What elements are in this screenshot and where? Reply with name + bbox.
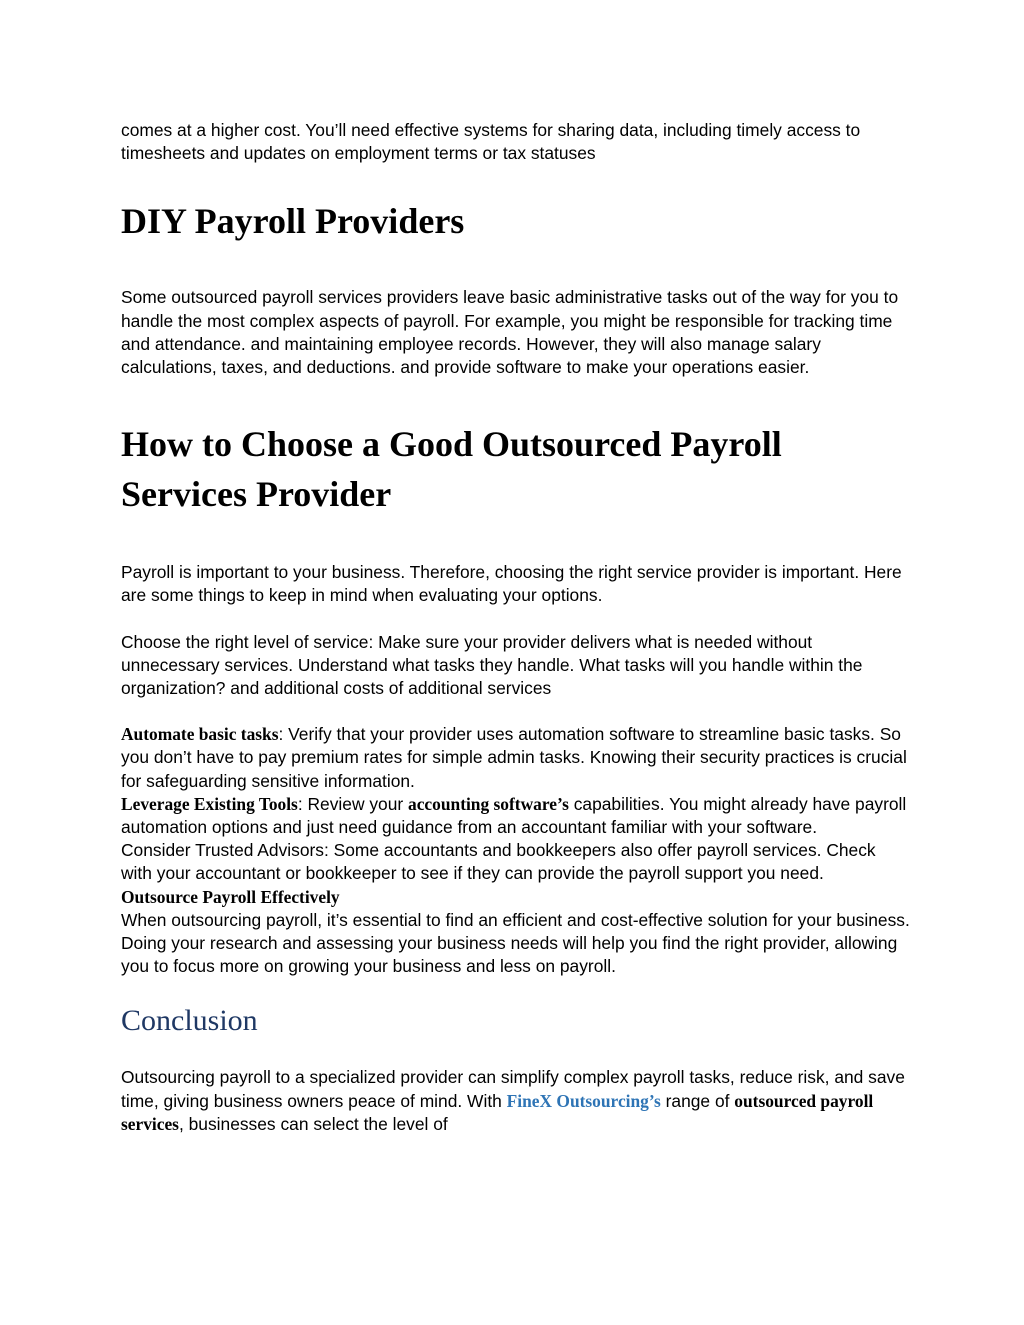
automate-text: : Verify that your provider uses automation software to streamline basic tasks. So you don’t have to pay premium rates for simple admin tasks. Knowing their security practices is crucial for safeguarding sensitive information.	[121, 724, 907, 791]
leverage-text-before: : Review your	[297, 793, 409, 814]
outsourced-payroll-services-bold: outsourced payroll services	[121, 1090, 874, 1134]
choose-intro-paragraph: Payroll is important to your business. Therefore, choosing the right service provider is important. Here are some things to keep in mind when evaluating your options.	[121, 562, 902, 606]
conclusion-text-before: Outsourcing payroll to a specialized provider can simplify complex payroll tasks, reduce risk, and save time, giving business owners peace of mind. With	[121, 1067, 905, 1111]
diy-paragraph: Some outsourced payroll services providers leave basic administrative tasks out of the way for you to handle the most complex aspects of payroll. For example, you might be responsible for tracking time and attendance. and maintaining employee records. However, they will also manage salary calculations, taxes, and deductions. and provide software to make your operations easier.	[121, 287, 899, 378]
diy-heading: DIY Payroll Providers	[121, 201, 465, 242]
conclusion-paragraph	[121, 1066, 911, 1136]
finex-outsourcing-link[interactable]: FineX Outsourcing’s	[506, 1090, 661, 1111]
automate-paragraph	[121, 723, 911, 793]
advisors-paragraph: Consider Trusted Advisors: Some accountants and bookkeepers also offer payroll services. Check with your accountant or bookkeeper to see if they can provide the payroll support you need.	[121, 840, 876, 884]
conclusion-heading: Conclusion	[121, 1004, 258, 1038]
leverage-label: Leverage Existing Tools	[121, 793, 298, 814]
choose-heading: How to Choose a Good Outsourced Payroll Services Provider	[121, 424, 782, 515]
level-of-service-paragraph: Choose the right level of service: Make sure your provider delivers what is needed without unnecessary services. Understand what tasks they handle. What tasks will you handle within the organization? and additional costs of additional services	[121, 631, 863, 699]
outsource-effectively-paragraph: When outsourcing payroll, it’s essential to find an efficient and cost-effective solution for your business. Doing your research and assessing your business needs will help you find the right provider, allowing you to focus more on growing your business and less on payroll.	[121, 909, 910, 977]
outsource-effectively-heading: Outsource Payroll Effectively	[121, 886, 340, 907]
leverage-paragraph	[121, 793, 911, 839]
conclusion-text-after: , businesses can select the level of	[178, 1113, 448, 1134]
conclusion-text-mid: range of	[660, 1090, 735, 1111]
intro-paragraph: comes at a higher cost. You’ll need effective systems for sharing data, including timely access to timesheets and updates on employment terms or tax statuses	[121, 120, 861, 164]
leverage-text-after: capabilities. You might already have payroll automation options and just need guidance from an accountant familiar with your software.	[121, 793, 907, 838]
document-content	[121, 119, 911, 1136]
automate-label: Automate basic tasks	[121, 724, 279, 745]
accounting-software-bold: accounting software’s	[408, 793, 569, 814]
